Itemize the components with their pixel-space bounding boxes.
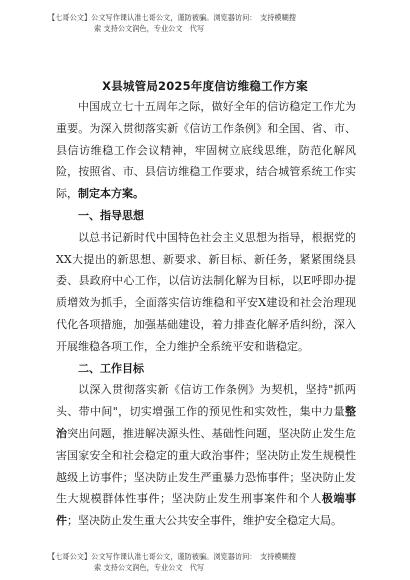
bottom-banner-line1: 【七哥公文】公文写作课认准七哥公文，谨防被骗。浏览器访问： 支持模糊搜 — [48, 552, 296, 561]
section-heading-1: 一、指导思想 — [78, 208, 144, 222]
work-goals-paragraph — [56, 379, 356, 532]
bottom-banner — [48, 551, 378, 573]
work-goals-text-b: 突出问题，推进解决源头性、基础性问题，坚决防止发生危害国家安全和社会稳定的重大政治事件；坚决防止发生规模性越级上访事件；坚决防止发生严重暴力恐怖事件；坚决防止发生大规模群体性事件；坚决防止发生刑事案件和个人 — [56, 426, 357, 506]
intro-bold-text: 制定本方案。 — [78, 187, 144, 201]
top-banner-line2: 索 支持公文润色，专业公文 代写 — [94, 24, 205, 33]
top-banner-line1: 【七哥公文】公文写作课认准七哥公文，谨防被骗。浏览器访问： 支持模糊搜 — [48, 13, 296, 22]
work-goals-bold-a: 整治 — [56, 405, 356, 440]
work-goals-text-c: ；坚决防止发生重大公共安全事件，维护安全稳定大局。 — [67, 514, 342, 528]
work-goals-text-a: 以深入贯彻落实新《信访工作条例》为契机，坚持"抓两头、带中间"，切实增强工作的预见性和实效性，集中力量 — [56, 383, 356, 419]
intro-text: 中国成立七十五周年之际，做好全年的信访稳定工作尤为重要。为深入贯彻落实新《信访工作条例》和全国、省、市、县信访维稳工作会议精神，牢固树立底线思维，防范化解风险，按照省、市、县信访维稳工作要求，结合城管系统工作实际， — [56, 100, 356, 201]
section-heading-2: 二、工作目标 — [78, 361, 144, 375]
document-title: X县城管局2025年度信访维稳工作方案 — [102, 79, 308, 93]
work-goals-bold-b: 极端事件 — [56, 492, 357, 528]
intro-paragraph — [56, 96, 356, 205]
document-body — [56, 96, 356, 532]
bottom-banner-line2: 索 支持公文润色，专业公文 代写 — [94, 563, 205, 572]
guiding-ideology-paragraph: 以总书记新时代中国特色社会主义思想为指导，根据党的XX大提出的新思想、新要求、新目标、新任务，紧紧围绕县委、县政府中心工作，以信访法制化解为目标，以E呼即办提质增效为抓手，全面落实信访维稳和平安X建设和社会治理现代化各项措施，加强基础建设，着力排查化解矛盾纠纷，深入开展维稳各项工作，全力维护全系统平安和谐稳定。 — [56, 230, 356, 353]
top-banner — [48, 12, 378, 34]
